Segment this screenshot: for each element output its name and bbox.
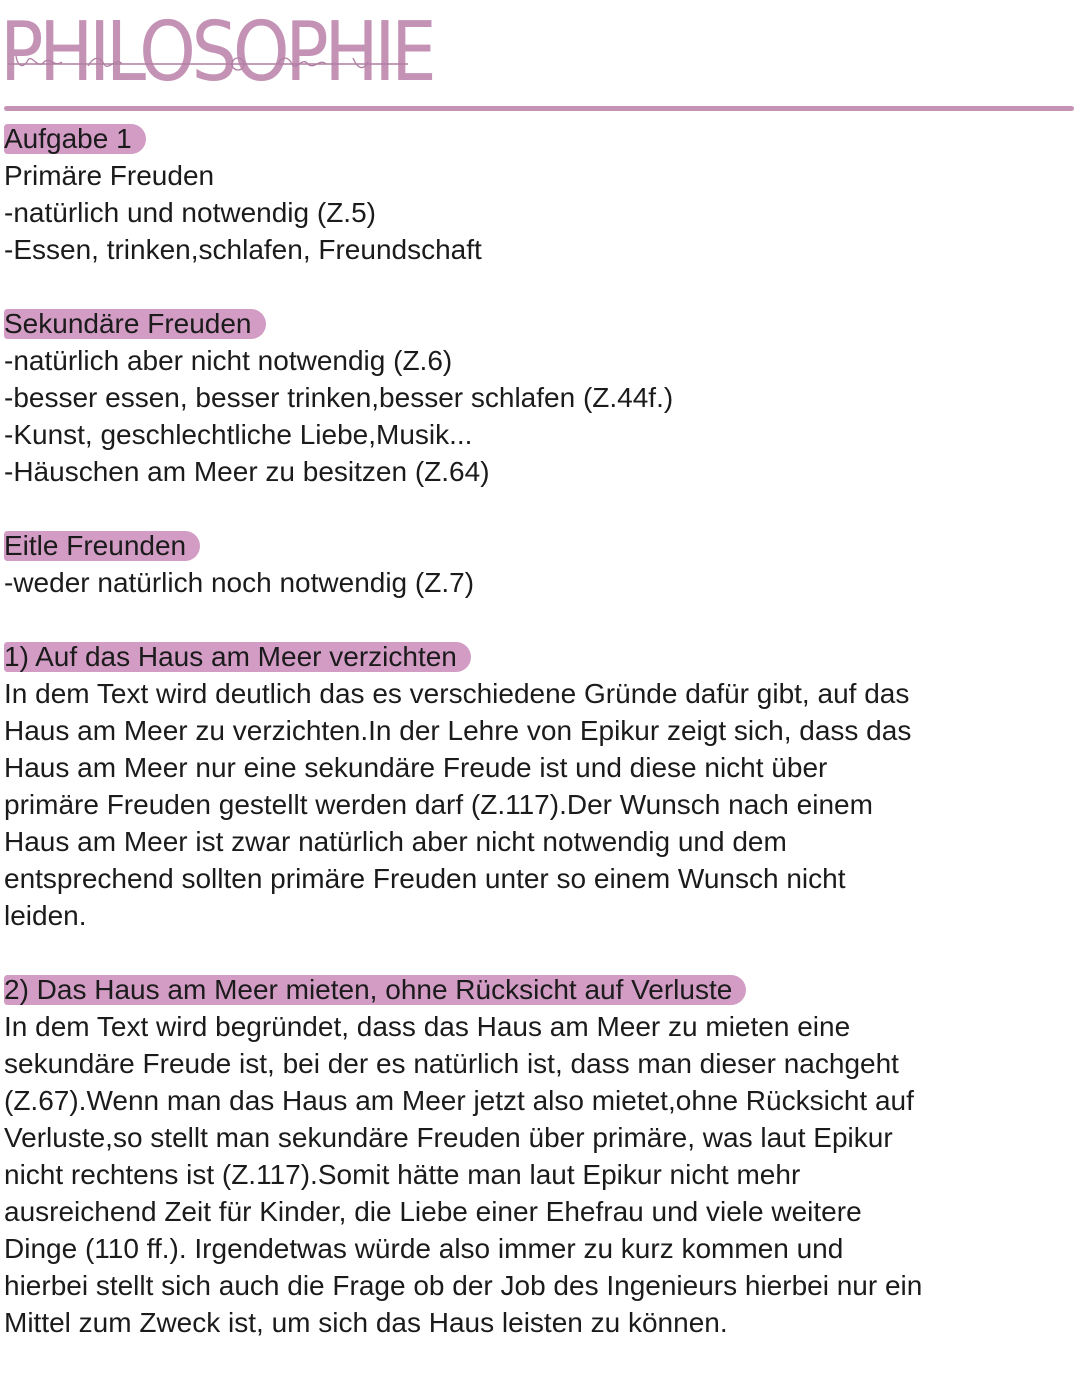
section-heading: 1) Auf das Haus am Meer verzichten: [4, 642, 471, 672]
section-heading: Eitle Freunden: [4, 531, 200, 561]
section-heading: Aufgabe 1: [4, 124, 146, 154]
text-line: In dem Text wird deutlich das es verschiedene Gründe dafür gibt, auf das: [4, 678, 910, 709]
text-line: Primäre Freuden: [4, 160, 215, 191]
text-line: Haus am Meer ist zwar natürlich aber nicht notwendig und dem: [4, 826, 787, 857]
page-title: PHILOSOPHIE: [0, 5, 433, 100]
text-line: leiden.: [4, 900, 87, 931]
text-line: -Häuschen am Meer zu besitzen (Z.64): [4, 456, 490, 487]
page-header: [0, 5, 1080, 118]
text-line: sekundäre Freude ist, bei der es natürlich ist, dass man dieser nachgeht: [4, 1048, 899, 1079]
section-sekundaere-freuden: [4, 305, 1054, 490]
text-line: -Kunst, geschlechtliche Liebe,Musik...: [4, 419, 473, 450]
text-line: Dinge (110 ff.). Irgendetwas würde also immer zu kurz kommen und: [4, 1233, 844, 1264]
text-line: (Z.67).Wenn man das Haus am Meer jetzt also mietet,ohne Rücksicht auf: [4, 1085, 914, 1116]
text-line: -natürlich und notwendig (Z.5): [4, 197, 376, 228]
text-line: primäre Freuden gestellt werden darf (Z.117).Der Wunsch nach einem: [4, 789, 873, 820]
section-aufgabe-1: [4, 120, 1054, 268]
section-heading: 2) Das Haus am Meer mieten, ohne Rücksicht auf Verluste: [4, 975, 746, 1005]
text-line: -Essen, trinken,schlafen, Freundschaft: [4, 234, 482, 265]
text-line: -natürlich aber nicht notwendig (Z.6): [4, 345, 453, 376]
title-underline: [4, 106, 1074, 111]
text-line: entsprechend sollten primäre Freuden unter so einem Wunsch nicht: [4, 863, 846, 894]
text-line: -weder natürlich noch notwendig (Z.7): [4, 567, 475, 598]
text-line: In dem Text wird begründet, dass das Haus am Meer zu mieten eine: [4, 1011, 851, 1042]
title-script-decoration: [8, 50, 408, 74]
text-line: Mittel zum Zweck ist, um sich das Haus leisten zu können.: [4, 1307, 728, 1338]
text-line: Haus am Meer nur eine sekundäre Freude ist und diese nicht über: [4, 752, 828, 783]
text-line: Haus am Meer zu verzichten.In der Lehre von Epikur zeigt sich, dass das: [4, 715, 912, 746]
text-line: ausreichend Zeit für Kinder, die Liebe einer Ehefrau und viele weitere: [4, 1196, 862, 1227]
section-verzichten: [4, 638, 1054, 934]
text-line: nicht rechtens ist (Z.117).Somit hätte man laut Epikur nicht mehr: [4, 1159, 801, 1190]
text-line: -besser essen, besser trinken,besser schlafen (Z.44f.): [4, 382, 674, 413]
section-eitle-freunden: [4, 527, 1054, 601]
section-mieten: [4, 971, 1054, 1341]
notes-body: [4, 120, 1054, 1341]
text-line: hierbei stellt sich auch die Frage ob der Job des Ingenieurs hierbei nur ein: [4, 1270, 923, 1301]
section-heading: Sekundäre Freuden: [4, 309, 266, 339]
text-line: Verluste,so stellt man sekundäre Freuden über primäre, was laut Epikur: [4, 1122, 893, 1153]
